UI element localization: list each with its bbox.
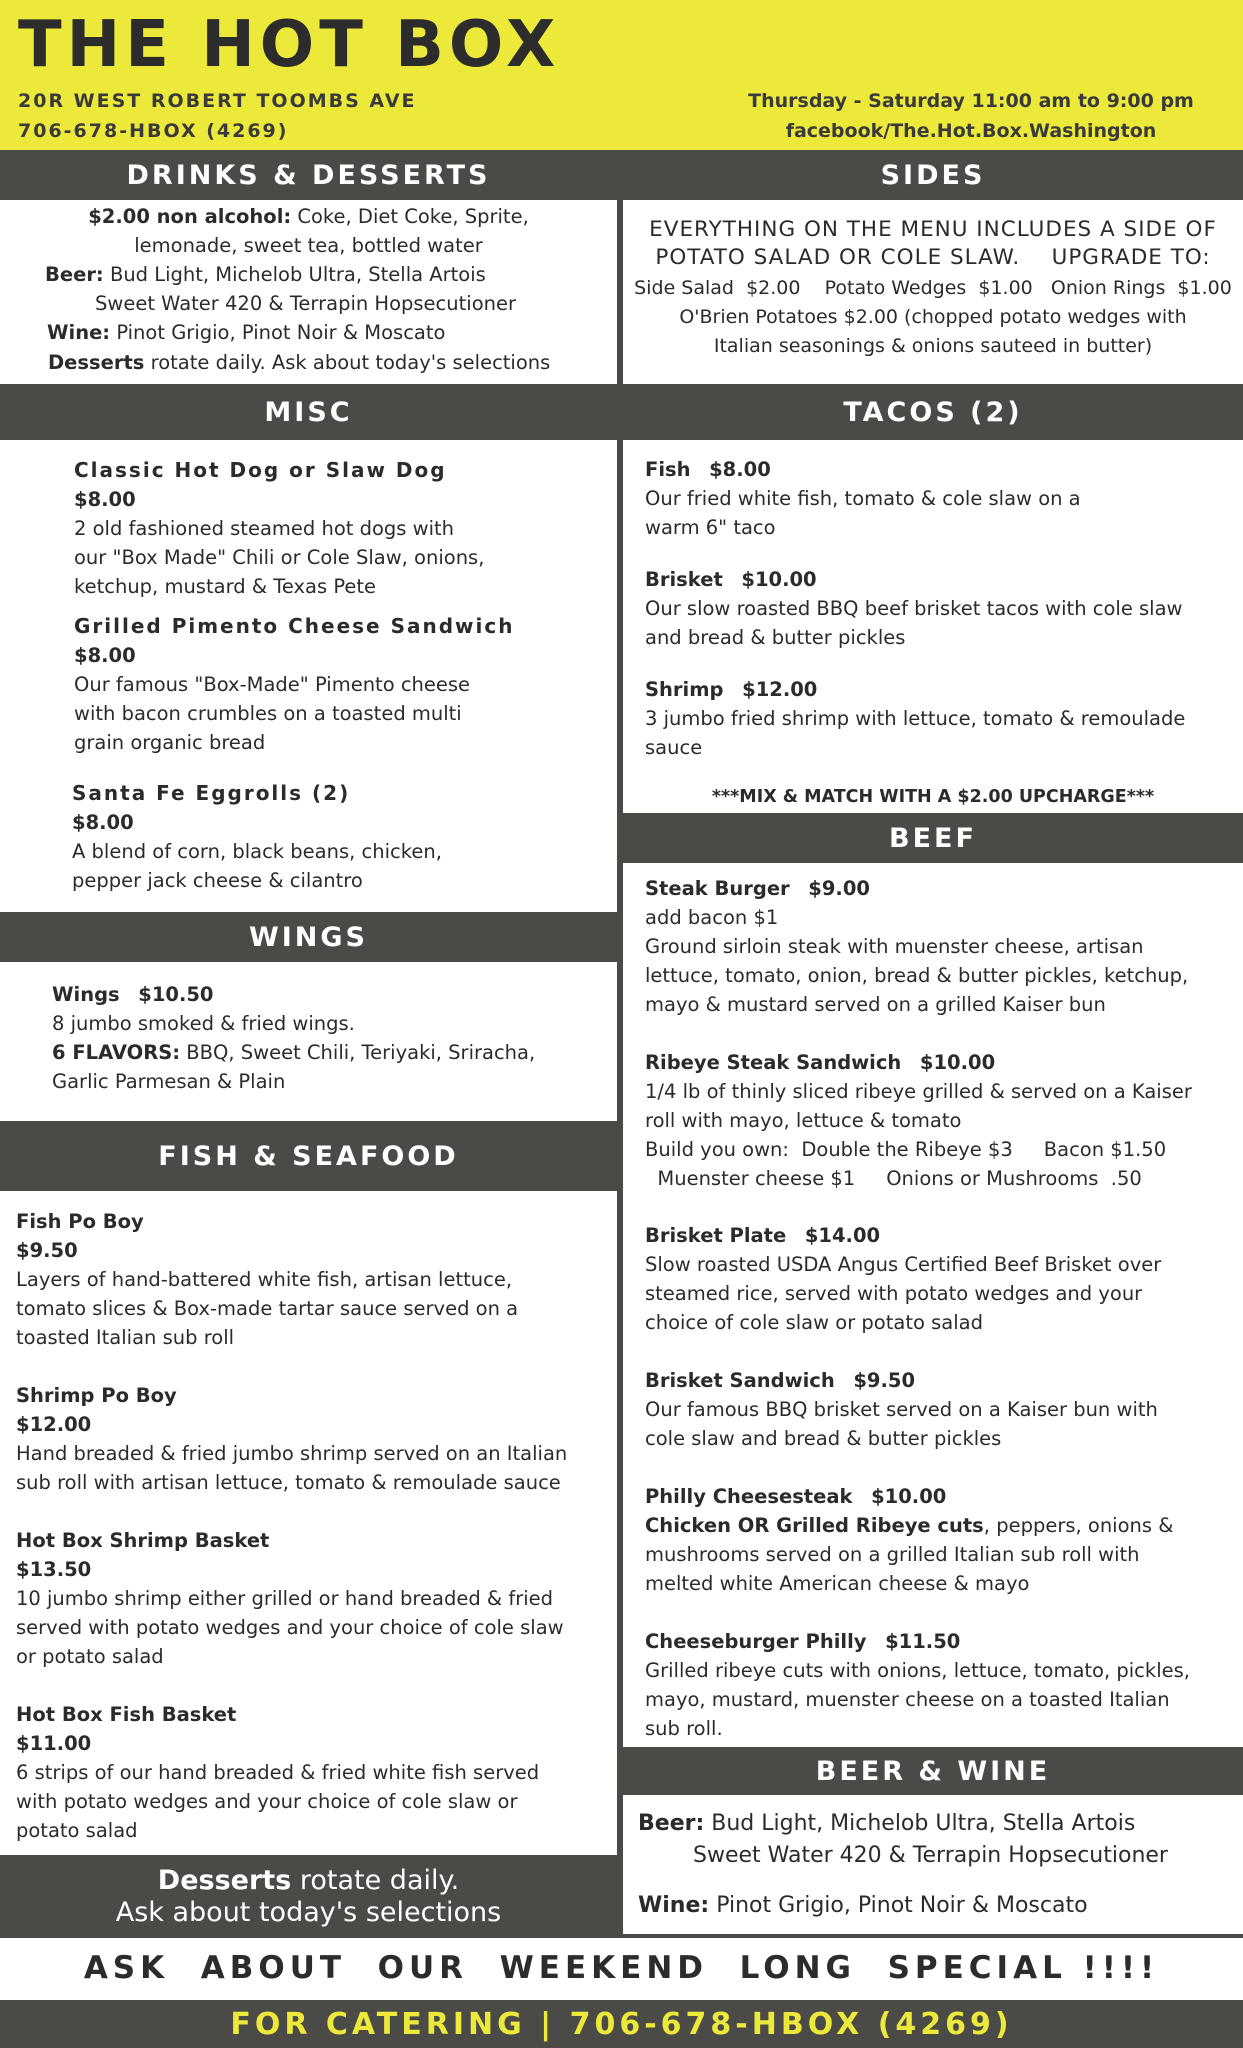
fish-item-price: $9.50 [16, 1239, 78, 1262]
beef-item-name: Cheeseburger Philly [645, 1630, 867, 1653]
beef-item-brisket-plate [645, 1221, 1240, 1337]
wings-desc: 8 jumbo smoked & fried wings. [52, 1012, 355, 1035]
taco-item-price: $10.00 [741, 568, 817, 591]
fish-item-price: $11.00 [16, 1732, 92, 1755]
misc-item-desc: Our famous "Box-Made" Pimento cheese [74, 673, 471, 696]
misc-item [72, 779, 612, 895]
taco-item-desc: warm 6" taco [645, 516, 776, 539]
fish-item-desc: Layers of hand-battered white fish, artisan lettuce, [16, 1268, 513, 1291]
fish-item [16, 1207, 616, 1352]
misc-item-desc: 2 old fashioned steamed hot dogs with [74, 517, 455, 540]
drinks-desserts-label: Desserts [48, 351, 145, 374]
beef-item-desc: mushrooms served on a grilled Italian sub roll with [645, 1543, 1140, 1566]
fish-item-price: $12.00 [16, 1413, 92, 1436]
beef-item-desc: mayo & mustard served on a grilled Kaiser bun [645, 993, 1106, 1016]
beef-item-desc: Our famous BBQ brisket served on a Kaiser bun with [645, 1398, 1158, 1421]
drinks-non-alcohol-2: lemonade, sweet tea, bottled water [134, 234, 483, 257]
beef-item-price: $10.00 [871, 1485, 947, 1508]
taco-item-desc: sauce [645, 736, 703, 759]
beef-item-desc: melted white American cheese & mayo [645, 1572, 1030, 1595]
drinks-non-alcohol-label: $2.00 non alcohol: [88, 205, 292, 228]
beef-item-desc: mayo, mustard, muenster cheese on a toasted Italian [645, 1688, 1170, 1711]
misc-item-name: Santa Fe Eggrolls (2) [72, 781, 351, 805]
facebook-link[interactable]: facebook/The.Hot.Box.Washington [785, 120, 1157, 142]
taco-item [645, 565, 1240, 652]
section-heading-beer-wine: BEER & WINE [623, 1747, 1243, 1795]
taco-item-name: Fish [645, 458, 691, 481]
taco-item-desc: 3 jumbo fried shrimp with lettuce, tomato & remoulade [645, 707, 1186, 730]
wings-flavors: BBQ, Sweet Chili, Teriyaki, Sriracha, [186, 1041, 536, 1064]
beef-item-cheeseburger-philly [645, 1627, 1240, 1743]
fish-item-price: $13.50 [16, 1558, 92, 1581]
sides-line-4: O'Brien Potatoes $2.00 (chopped potato wedges with [679, 306, 1187, 328]
beef-item-desc: Slow roasted USDA Angus Certified Beef Brisket over [645, 1253, 1162, 1276]
fish-item-name: Shrimp Po Boy [16, 1384, 177, 1407]
beef-item-desc: 1/4 lb of thinly sliced ribeye grilled & served on a Kaiser [645, 1080, 1192, 1103]
sides-line-2: POTATO SALAD OR COLE SLAW. UPGRADE TO: [655, 245, 1211, 270]
drinks-wine-label: Wine: [47, 321, 111, 344]
fish-item-desc: with potato wedges and your choice of cole slaw or [16, 1790, 518, 1813]
section-heading-drinks: DRINKS & DESSERTS [0, 150, 617, 200]
misc-item-desc: A blend of corn, black beans, chicken, [72, 840, 442, 863]
drinks-wine-text: Pinot Grigio, Pinot Noir & Moscato [116, 321, 446, 344]
drinks-beer-2: Sweet Water 420 & Terrapin Hopsecutioner [95, 292, 516, 315]
beef-item-desc: steamed rice, served with potato wedges and your [645, 1282, 1143, 1305]
fish-item-name: Fish Po Boy [16, 1210, 144, 1233]
phone: 706-678-HBOX (4269) [18, 120, 289, 142]
beef-item-desc: lettuce, tomato, onion, bread & butter pickles, ketchup, [645, 964, 1189, 987]
fish-item-desc: Hand breaded & fried jumbo shrimp served on an Italian [16, 1442, 568, 1465]
beef-item-desc-bold: Chicken OR Grilled Ribeye cuts [645, 1514, 984, 1537]
taco-item-name: Shrimp [645, 678, 724, 701]
beef-item-desc: add bacon $1 [645, 906, 779, 929]
beef-item-name: Philly Cheesesteak [645, 1485, 853, 1508]
drinks-beer-text: Bud Light, Michelob Ultra, Stella Artois [109, 263, 486, 286]
catering-banner: FOR CATERING | 706-678-HBOX (4269) [0, 2000, 1243, 2048]
misc-item-desc: pepper jack cheese & cilantro [72, 869, 363, 892]
wings-item [52, 980, 612, 1096]
beef-item-price: $11.50 [885, 1630, 961, 1653]
section-heading-tacos: TACOS (2) [623, 384, 1243, 440]
sides-line-3: Side Salad $2.00 Potato Wedges $1.00 Onion Rings $1.00 [634, 277, 1232, 299]
beer-wine-wine-label: Wine: [638, 1893, 710, 1918]
taco-item-desc: and bread & butter pickles [645, 626, 906, 649]
beef-item-desc: , peppers, onions & [983, 1514, 1174, 1537]
fish-item [16, 1526, 616, 1671]
misc-item [74, 456, 614, 601]
desserts-banner-text: rotate daily. [291, 1865, 460, 1896]
beef-item-desc: roll with mayo, lettuce & tomato [645, 1109, 962, 1132]
drinks-desserts [48, 348, 550, 377]
beef-item-philly [645, 1482, 1240, 1598]
beer-wine-beer-label: Beer: [638, 1811, 705, 1836]
fish-item-desc: or potato salad [16, 1645, 164, 1668]
fish-item [16, 1700, 616, 1845]
tacos-mix-match: ***MIX & MATCH WITH A $2.00 UPCHARGE*** [711, 787, 1155, 807]
section-heading-misc: MISC [0, 384, 617, 440]
fish-item-desc: potato salad [16, 1819, 138, 1842]
beef-item-desc: Build you own: Double the Ribeye $3 Bacon $1.50 [645, 1138, 1167, 1161]
wings-name: Wings [52, 983, 120, 1006]
misc-item-name: Classic Hot Dog or Slaw Dog [74, 458, 447, 482]
misc-item [74, 612, 614, 757]
beef-item-desc: Muenster cheese $1 Onions or Mushrooms .50 [645, 1167, 1142, 1190]
fish-item-desc: served with potato wedges and your choice of cole slaw [16, 1616, 564, 1639]
fish-item-name: Hot Box Fish Basket [16, 1703, 237, 1726]
drinks-non-alcohol [0, 202, 617, 231]
beef-item-name: Brisket Plate [645, 1224, 787, 1247]
taco-item-desc: Our slow roasted BBQ beef brisket tacos with cole slaw [645, 597, 1183, 620]
beef-item-name: Ribeye Steak Sandwich [645, 1051, 902, 1074]
beef-item-desc: cole slaw and bread & butter pickles [645, 1427, 1002, 1450]
fish-item [16, 1381, 616, 1497]
beef-item-steak-burger [645, 874, 1240, 1019]
misc-item-desc: our "Box Made" Chili or Cole Slaw, onions, [74, 546, 485, 569]
beef-item-name: Steak Burger [645, 877, 790, 900]
misc-item-desc: ketchup, mustard & Texas Pete [74, 575, 377, 598]
beef-item-ribeye [645, 1048, 1240, 1193]
fish-item-name: Hot Box Shrimp Basket [16, 1529, 270, 1552]
beef-item-desc: Grilled ribeye cuts with onions, lettuce, tomato, pickles, [645, 1659, 1190, 1682]
beef-item-name: Brisket Sandwich [645, 1369, 835, 1392]
wings-flavors-label: 6 FLAVORS: [52, 1041, 181, 1064]
weekend-special: ASK ABOUT OUR WEEKEND LONG SPECIAL !!!! [83, 1950, 1160, 1986]
beer-wine-wine [638, 1890, 1088, 1922]
misc-item-desc: grain organic bread [74, 731, 266, 754]
beer-wine-beer-2: Sweet Water 420 & Terrapin Hopsecutioner [693, 1843, 1168, 1868]
drinks-beer [45, 260, 486, 289]
beef-item-brisket-sandwich [645, 1366, 1240, 1453]
beer-wine-beer-text: Bud Light, Michelob Ultra, Stella Artois [711, 1811, 1136, 1836]
beef-item-desc: Ground sirloin steak with muenster cheese, artisan [645, 935, 1144, 958]
desserts-banner-line-2: Ask about today's selections [115, 1897, 502, 1928]
address: 20R WEST ROBERT TOOMBS AVE [18, 90, 417, 112]
beef-item-price: $9.50 [853, 1369, 916, 1392]
desserts-banner-line-1 [0, 1865, 617, 1897]
hours: Thursday - Saturday 11:00 am to 9:00 pm [748, 90, 1194, 112]
beer-wine-wine-text: Pinot Grigio, Pinot Noir & Moscato [716, 1893, 1088, 1918]
section-heading-sides: SIDES [623, 150, 1243, 200]
drinks-beer-label: Beer: [45, 263, 104, 286]
fish-item-desc: sub roll with artisan lettuce, tomato & remoulade sauce [16, 1471, 561, 1494]
misc-item-desc: with bacon crumbles on a toasted multi [74, 702, 462, 725]
fish-item-desc: toasted Italian sub roll [16, 1326, 235, 1349]
beef-item-desc: choice of cole slaw or potato salad [645, 1311, 983, 1334]
beef-item-price: $14.00 [804, 1224, 881, 1247]
misc-item-price: $8.00 [72, 811, 134, 834]
taco-item-name: Brisket [645, 568, 723, 591]
misc-item-price: $8.00 [74, 644, 136, 667]
sides-line-1: EVERYTHING ON THE MENU INCLUDES A SIDE OF [649, 217, 1217, 242]
taco-item-desc: Our fried white fish, tomato & cole slaw on a [645, 487, 1081, 510]
beef-item-desc: sub roll. [645, 1717, 723, 1740]
section-heading-fish: FISH & SEAFOOD [0, 1121, 617, 1191]
taco-item [645, 675, 1240, 762]
fish-item-desc: tomato slices & Box-made tartar sauce served on a [16, 1297, 519, 1320]
misc-item-name: Grilled Pimento Cheese Sandwich [74, 614, 515, 638]
drinks-non-alcohol-text: Coke, Diet Coke, Sprite, [297, 205, 529, 228]
section-heading-beef: BEEF [623, 813, 1243, 863]
misc-item-price: $8.00 [74, 488, 136, 511]
wings-price: $10.50 [138, 983, 214, 1006]
wings-flavors-2: Garlic Parmesan & Plain [52, 1070, 286, 1093]
fish-item-desc: 6 strips of our hand breaded & fried white fish served [16, 1761, 540, 1784]
fish-item-desc: 10 jumbo shrimp either grilled or hand breaded & fried [16, 1587, 554, 1610]
taco-item [645, 455, 1240, 542]
sides-line-5: Italian seasonings & onions sauteed in butter) [713, 335, 1153, 357]
taco-item-price: $8.00 [709, 458, 771, 481]
beef-item-price: $10.00 [919, 1051, 996, 1074]
drinks-wine [47, 318, 445, 347]
beef-item-price: $9.00 [808, 877, 870, 900]
desserts-banner-label: Desserts [157, 1865, 292, 1896]
restaurant-title: THE HOT BOX [18, 8, 561, 82]
section-heading-wings: WINGS [0, 912, 617, 962]
beer-wine-beer [638, 1808, 1135, 1840]
drinks-desserts-text: rotate daily. Ask about today's selections [150, 351, 551, 374]
taco-item-price: $12.00 [742, 678, 818, 701]
